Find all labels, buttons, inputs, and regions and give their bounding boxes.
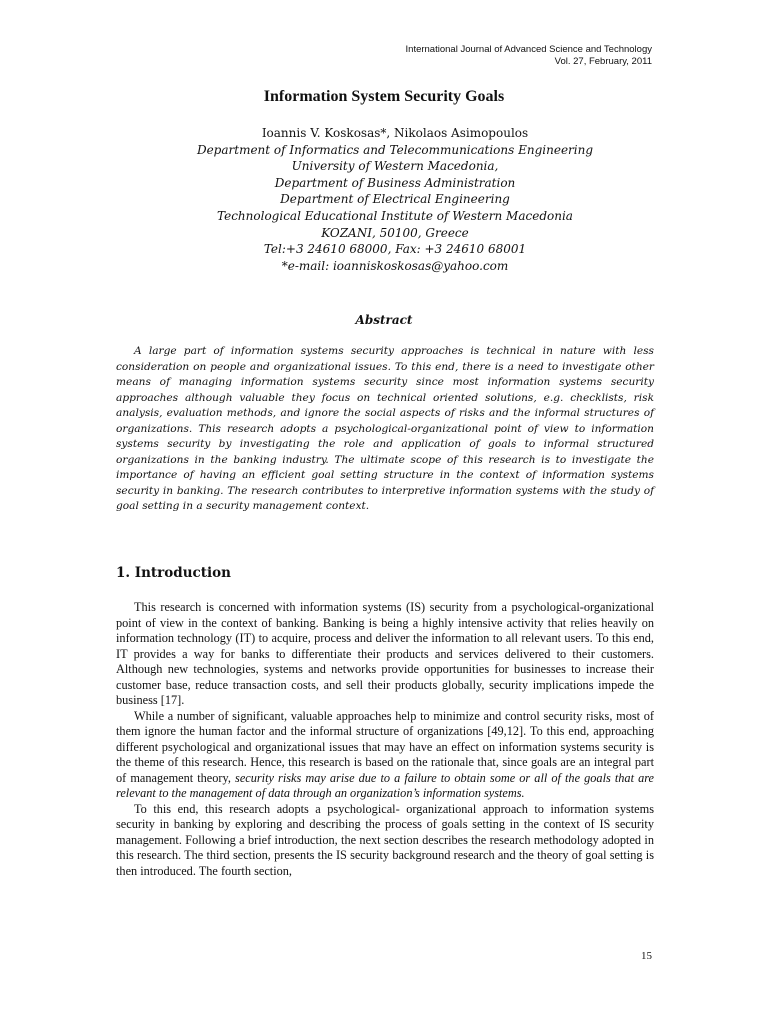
affiliation-line: Technological Educational Institute of Western Macedonia <box>217 208 573 223</box>
page-number: 15 <box>641 950 652 962</box>
affiliation-line: University of Western Macedonia, <box>291 159 499 174</box>
journal-name: International Journal of Advanced Science and Technology <box>405 44 652 55</box>
paragraph <box>116 709 654 802</box>
affiliation-line: KOZANI, 50100, Greece <box>321 225 469 240</box>
paragraph: To this end, this research adopts a psychological- organizational approach to information systems security in banking by exploring and describing the process of goals setting in the context of IS security management. Following a brief introduction, the next section describes the research methodology adopted in this research. The third section, presents the IS security background research and the theory of goal setting is then introduced. The fourth section, <box>116 801 654 878</box>
author-names: Ioannis V. Koskosas*, Nikolaos Asimopoulos <box>261 126 529 140</box>
affiliation-line: Department of Electrical Engineering <box>280 192 510 207</box>
running-header <box>406 44 652 68</box>
paper-title: Information System Security Goals <box>263 88 505 105</box>
affiliation-line: Department of Business Administration <box>274 175 516 190</box>
emphasized-text: security risks may arise due to a failure to obtain some or all of the goals that are relevant to the management of data through an organization’s information systems. <box>116 770 655 800</box>
author-block <box>0 125 768 274</box>
abstract-text: A large part of information systems security approaches is technical in nature with less consideration on people and organizational issues. To this end, there is a need to investigate other means of managing information systems security since most information systems security approaches although valuable they focus on technical oriented solutions, e.g. checklists, risk analysis, evaluation methods, and ignore the social aspects of risks and the informal structures of organizations. This research adopts a psychological-organizational point of view to information systems security by investigating the role and application of goals to informal structured organizations in the banking industry. The ultimate scope of this research is to investigate the importance of having an efficient goal setting structure in the context of information systems security in banking. The research contributes to interpretive information systems with the study of goal setting in a security management context. <box>116 345 654 512</box>
journal-volume: Vol. 27, February, 2011 <box>554 56 652 67</box>
paragraph-text: While a number of significant, valuable approaches help to minimize and control security risks, most of them ignore the human factor and the informal structure of organizations [49,12]. To this end, approaching different psychological and organizational issues that may have an effect on information systems security is the theme of this research. Hence, this research is based on the rationale that, since goals are an integral part of management theory, <box>116 708 654 785</box>
section-heading-introduction: 1. Introduction <box>116 565 231 581</box>
contact-phone: Tel:+3 24610 68000, Fax: +3 24610 68001 <box>263 242 527 257</box>
introduction-body <box>116 600 654 879</box>
abstract-heading: Abstract <box>355 313 413 327</box>
affiliation-line: Department of Informatics and Telecommunications Engineering <box>196 142 594 157</box>
contact-email: *e-mail: ioanniskoskosas@yahoo.com <box>281 258 509 273</box>
paragraph: This research is concerned with information systems (IS) security from a psychological-organizational point of view in the context of banking. Banking is being a highly intensive activity that relies heavily on information technology (IT) to acquire, process and deliver the information to all relevant users. To this end, IT provides a way for banks to differentiate their products and services delivered to their customers. Although new technologies, systems and networks provide opportunities for businesses to increase their customer base, reduce transaction costs, and sell their products globally, security implications impede the business [17]. <box>116 600 654 707</box>
